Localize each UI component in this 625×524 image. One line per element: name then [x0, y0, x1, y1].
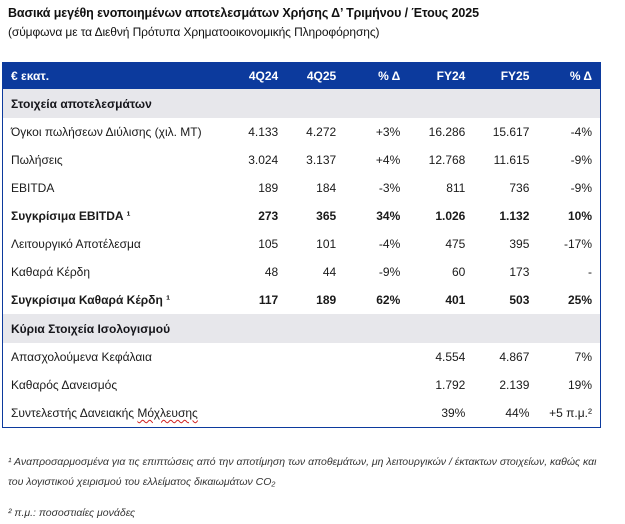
table-row — [3, 258, 601, 286]
value-cell: 62% — [376, 293, 401, 307]
table-row — [3, 118, 601, 146]
value-cell: 4.554 — [435, 350, 466, 364]
row-label: Καθαρά Κέρδη — [11, 265, 91, 279]
value-cell: 1.792 — [435, 378, 466, 392]
table-row — [3, 146, 601, 174]
page-subtitle: (σύμφωνα με τα Διεθνή Πρότυπα Χρηματοοικονομικής Πληροφόρησης) — [8, 24, 380, 39]
table-row — [3, 202, 601, 230]
value-cell: +5 π.μ.² — [549, 405, 592, 420]
value-cell: 2.139 — [499, 378, 530, 392]
row-label: EBITDA — [11, 181, 55, 195]
section-row — [3, 314, 601, 343]
value-cell: 105 — [258, 237, 279, 251]
table-row — [3, 286, 601, 314]
value-cell: 395 — [509, 237, 530, 251]
value-cell: 11.615 — [493, 153, 530, 167]
value-cell — [228, 399, 286, 427]
header-col-delta-fy: % Δ — [537, 62, 600, 89]
header-col-delta-q: % Δ — [344, 62, 408, 89]
table-row — [3, 399, 601, 427]
value-cell — [344, 371, 408, 399]
value-cell: 273 — [258, 209, 279, 223]
value-cell — [228, 343, 286, 371]
value-cell: 19% — [567, 378, 592, 392]
value-cell: 34% — [376, 209, 401, 223]
value-cell: 117 — [258, 293, 279, 307]
misspelled-word: Μόχλευσης — [137, 405, 198, 420]
value-cell: -9% — [570, 181, 592, 195]
footnote-1: ¹ Αναπροσαρμοσμένα για τις επιπτώσεις από την αποτίμηση των αποθεμάτων, μη λειτουργικών / έκτακτων στοιχείων, καθώς και του λογιστικού χειρισμού του ελλείματος δικαιωμάτων CO₂ — [8, 455, 597, 488]
value-cell — [286, 343, 344, 371]
value-cell: 475 — [445, 237, 466, 251]
value-cell: 1.026 — [435, 209, 466, 223]
table-row — [3, 174, 601, 202]
value-cell — [228, 371, 286, 399]
row-label: Πωλήσεις — [11, 153, 63, 167]
value-cell: 101 — [316, 237, 337, 251]
value-cell: 7% — [574, 350, 592, 364]
value-cell: 10% — [567, 209, 592, 223]
value-cell: 3.024 — [248, 153, 279, 167]
value-cell: 3.137 — [306, 153, 337, 167]
value-cell: -17% — [563, 237, 592, 251]
row-label: Απασχολούμενα Κεφάλαια — [11, 350, 152, 364]
page-title: Βασικά μεγέθη ενοποιημένων αποτελεσμάτων Χρήσης Δ’ Τριμήνου / Έτους 2025 — [8, 6, 479, 20]
section-label: Κύρια Στοιχεία Ισολογισμού — [3, 314, 601, 343]
value-cell: -4% — [570, 125, 592, 139]
section-row — [3, 89, 601, 118]
value-cell: +4% — [375, 153, 401, 167]
footnotes — [2, 452, 602, 524]
value-cell — [286, 371, 344, 399]
title-block — [2, 5, 617, 41]
value-cell: 60 — [451, 265, 466, 279]
results-table — [2, 62, 601, 428]
table-header-row — [3, 62, 601, 89]
header-col-fy24: FY24 — [408, 62, 473, 89]
value-cell: - — [588, 265, 592, 279]
header-col-4q25: 4Q25 — [286, 62, 344, 89]
value-cell — [286, 399, 344, 427]
header-col-4q24: 4Q24 — [228, 62, 286, 89]
value-cell: 736 — [509, 181, 530, 195]
value-cell: 44% — [505, 405, 530, 420]
value-cell: -9% — [378, 265, 401, 279]
footnote-2: ² π.μ.: ποσοστιαίες μονάδες — [8, 507, 136, 520]
value-cell: 184 — [316, 181, 337, 195]
row-label: Καθαρός Δανεισμός — [11, 378, 118, 392]
value-cell: 44 — [322, 265, 337, 279]
value-cell: 48 — [264, 265, 279, 279]
value-cell: +3% — [375, 125, 401, 139]
row-label: Λειτουργικό Αποτέλεσμα — [11, 237, 141, 251]
row-label: Συγκρίσιμα Καθαρά Κέρδη ¹ — [11, 293, 171, 307]
table-row — [3, 371, 601, 399]
header-unit-label: € εκατ. — [3, 62, 229, 89]
header-col-fy25: FY25 — [473, 62, 537, 89]
value-cell: -3% — [378, 181, 401, 195]
value-cell: 173 — [509, 265, 530, 279]
row-label: Όγκοι πωλήσεων Διύλισης (χιλ. ΜΤ) — [11, 125, 202, 139]
value-cell — [344, 399, 408, 427]
value-cell: 1.132 — [499, 209, 530, 223]
value-cell: -9% — [570, 153, 592, 167]
value-cell: 16.286 — [428, 125, 466, 139]
value-cell: 365 — [316, 209, 337, 223]
value-cell: 401 — [445, 293, 466, 307]
table-row — [3, 230, 601, 258]
value-cell: 811 — [446, 181, 466, 195]
value-cell: 503 — [509, 293, 530, 307]
results-table-body — [3, 89, 601, 427]
row-label: Συντελεστής Δανειακής Μόχλευσης — [11, 405, 198, 420]
value-cell: 15.617 — [492, 125, 530, 139]
value-cell: 4.133 — [248, 125, 279, 139]
value-cell: 189 — [258, 181, 279, 195]
value-cell — [344, 343, 408, 371]
table-row — [3, 343, 601, 371]
value-cell: 189 — [316, 293, 337, 307]
value-cell: 39% — [441, 405, 466, 420]
value-cell: 4.272 — [306, 125, 337, 139]
row-label: Συγκρίσιμα EBITDA ¹ — [11, 209, 131, 223]
section-label: Στοιχεία αποτελεσμάτων — [3, 89, 601, 118]
value-cell: 25% — [567, 293, 592, 307]
value-cell: 4.867 — [499, 350, 530, 364]
value-cell: 12.768 — [428, 153, 466, 167]
value-cell: -4% — [378, 237, 401, 251]
